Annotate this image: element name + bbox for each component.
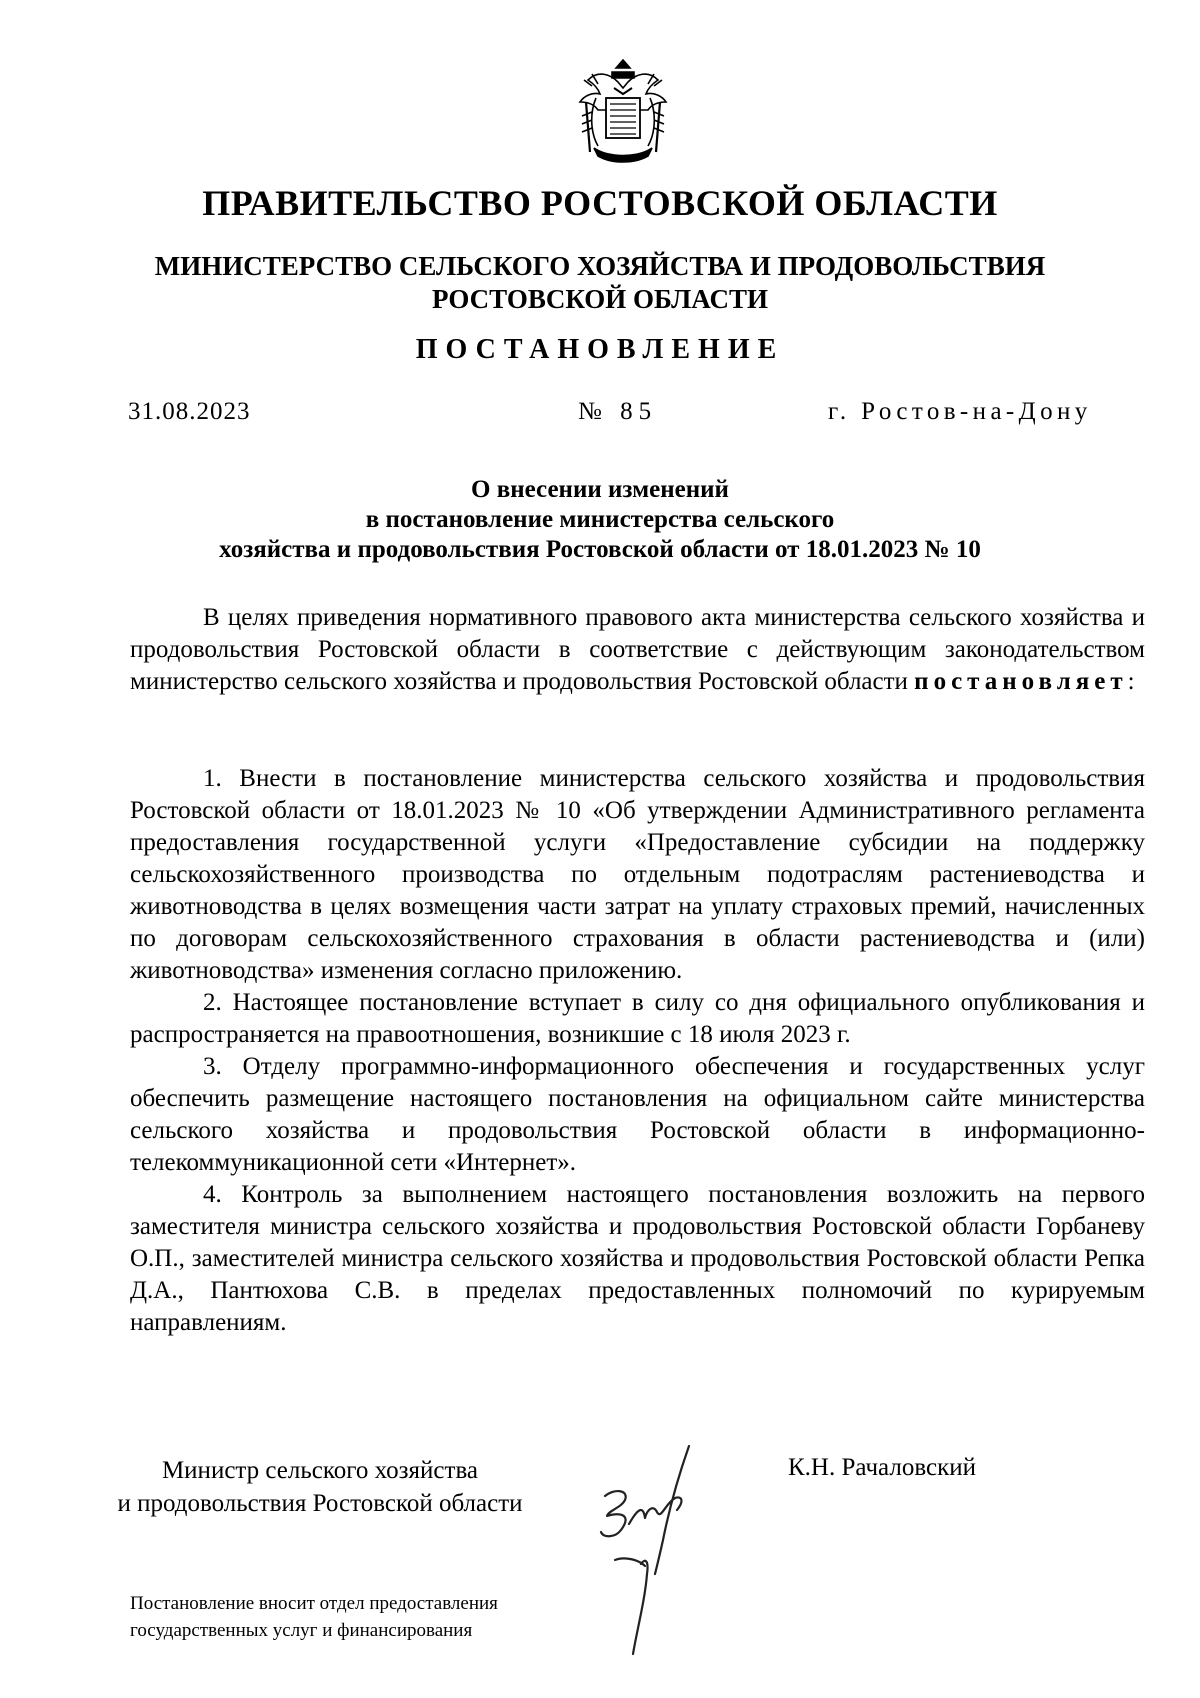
coat-of-arms-icon xyxy=(568,58,678,166)
document-number: № 85 xyxy=(578,398,658,425)
signatory-name: К.Н. Рачаловский xyxy=(788,1454,977,1481)
ministry-line-2: РОСТОВСКОЙ ОБЛАСТИ xyxy=(432,284,768,314)
resolution-item-2: 2. Настоящее постановление вступает в силу со дня официального опубликования и распространяется на правоотношения, возникшие с 18 июля 2023 г. xyxy=(130,989,1145,1048)
document-city: г. Ростов-на-Дону xyxy=(828,398,1092,425)
footer-line-2: государственных услуг и финансирования xyxy=(130,1620,473,1641)
resolves-word: постановляет xyxy=(914,668,1128,695)
footer-line-1: Постановление вносит отдел предоставления xyxy=(130,1593,498,1614)
resolves-colon: : xyxy=(1127,668,1135,695)
ministry-line-1: МИНИСТЕРСТВО СЕЛЬСКОГО ХОЗЯЙСТВА И ПРОДОВОЛЬСТВИЯ xyxy=(154,251,1046,281)
document-subject xyxy=(0,475,1200,565)
signatory-position-line-1: Министр сельского хозяйства xyxy=(161,1457,479,1484)
resolution-items xyxy=(130,763,1145,1339)
resolution-item-3: 3. Отделу программно-информационного обеспечения и государственных услуг обеспечить размещение настоящего постановления на официальном сайте министерства сельского хозяйства и продовольствия Ростовской области в информационно-телекоммуникационной сети «Интернет». xyxy=(130,1053,1145,1176)
preamble xyxy=(130,602,1145,698)
preamble-text: В целях приведения нормативного правового акта министерства сельского хозяйства и продовольствия Ростовской области в соответствие с действующим законодательством министерство сельского хозяйства и продовольствия Ростовской области xyxy=(130,604,1145,695)
resolution-item-4: 4. Контроль за выполнением настоящего постановления возложить на первого заместителя министра сельского хозяйства и продовольствия Ростовской области Горбаневу О.П., заместителей министра сельского хозяйства и продовольствия Ростовской области Репка Д.А., Пантюхова С.В. в пределах предоставленных полномочий по курируемым направлениям. xyxy=(130,1181,1145,1336)
document-date: 31.08.2023 xyxy=(128,398,251,425)
ministry-title xyxy=(0,250,1200,316)
subject-line-2: в постановление министерства сельского xyxy=(365,506,835,533)
signatory-position-line-2: и продовольствия Ростовской области xyxy=(117,1490,523,1517)
resolution-item-1: 1. Внести в постановление министерства сельского хозяйства и продовольствия Ростовской области от 18.01.2023 № 10 «Об утверждении Административного регламента предоставления государственной услуги «Предоставление субсидии на поддержку сельскохозяйственного производства по отдельным подотраслям растениеводства и животноводства в целях возмещения части затрат на уплату страховых премий, начисленных по договорам сельскохозяйственного страхования в области растениеводства и (или) животноводства» изменения согласно приложению. xyxy=(130,765,1145,984)
footer-note xyxy=(130,1590,498,1644)
government-title: ПРАВИТЕЛЬСТВО РОСТОВСКОЙ ОБЛАСТИ xyxy=(202,183,998,223)
document-type: ПОСТАНОВЛЕНИЕ xyxy=(415,334,785,365)
subject-line-1: О внесении изменений xyxy=(471,476,729,503)
signatory-position xyxy=(70,1454,570,1520)
handwritten-signature xyxy=(585,1440,745,1660)
subject-line-3: хозяйства и продовольствия Ростовской области от 18.01.2023 № 10 xyxy=(219,536,981,563)
